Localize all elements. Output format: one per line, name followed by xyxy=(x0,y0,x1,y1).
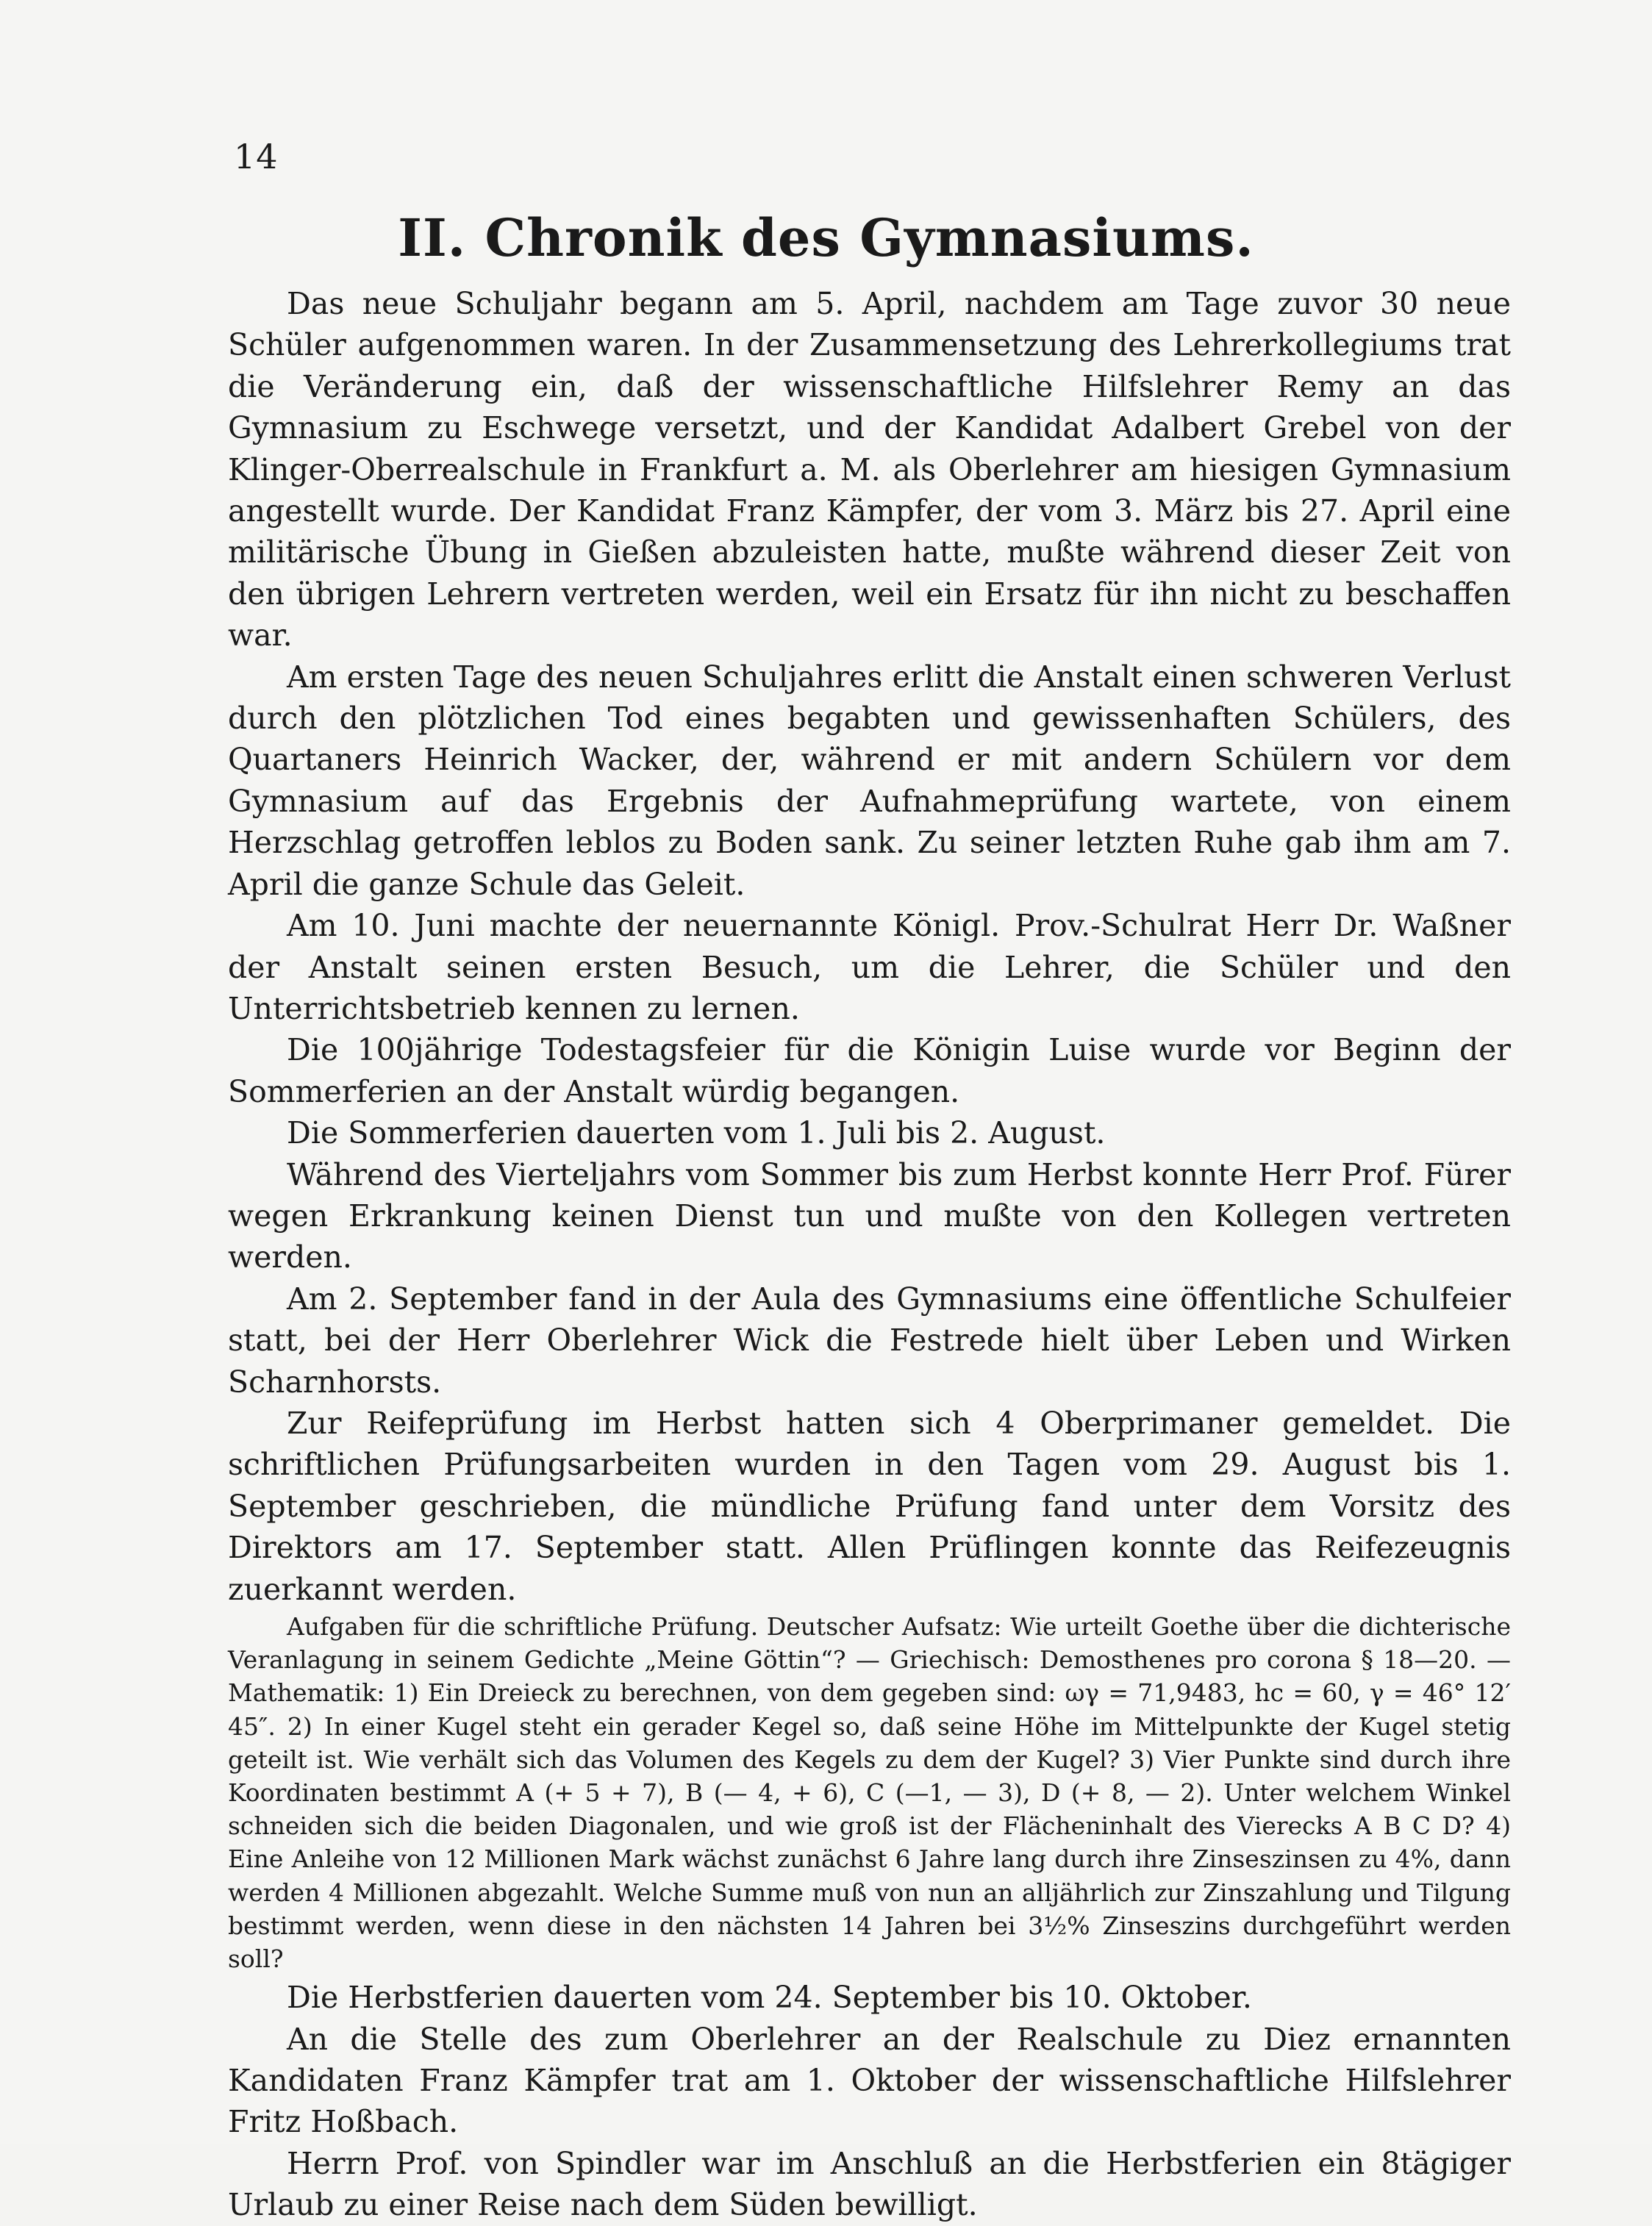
paragraph-illness: Während des Vierteljahrs vom Sommer bis zum Herbst konnte Herr Prof. Fürer wegen Erkrankung keinen Dienst tun und mußte von den Kollegen vertreten werden. xyxy=(228,1156,1511,1275)
paragraph-autumn-holidays: Die Herbstferien dauerten vom 24. September bis 10. Oktober. xyxy=(287,1980,1252,2016)
paragraph-school-year: Das neue Schuljahr begann am 5. April, nachdem am Tage zuvor 30 neue Schüler aufgenommen waren. In der Zusammensetzung des Lehrerkollegiums trat die Veränderung ein, daß der wissenschaftliche Hilfslehrer Remy an das Gymnasium zu Eschwege versetzt, und der Kandidat Adalbert Grebel von der Klinger-Oberrealschule in Frankfurt a. M. als Oberlehrer am hiesigen Gymnasium angestellt wurde. Der Kandidat Franz Kämpfer, der vom 3. März bis 27. April eine militärische Übung in Gießen abzuleisten hatte, mußte während dieser Zeit von den übrigen Lehrern vertreten werden, weil ein Ersatz für ihn nicht zu beschaffen war. xyxy=(228,286,1511,654)
chronicle-body xyxy=(228,283,1511,2226)
paragraph-final-exam: Zur Reifeprüfung im Herbst hatten sich 4 Oberprimaner gemeldet. Die schriftlichen Prüfungsarbeiten wurden in den Tagen vom 29. August bis 1. September geschrieben, die mündliche Prüfung fand unter dem Vorsitz des Direktors am 17. September statt. Allen Prüflingen konnte das Reifezeugnis zuerkannt werden. xyxy=(228,1405,1511,1607)
paragraph-staff-change: An die Stelle des zum Oberlehrer an der Realschule zu Diez ernannten Kandidaten Franz Kämpfer trat am 1. Oktober der wissenschaftliche Hilfslehrer Fritz Hoßbach. xyxy=(228,2021,1511,2140)
paragraph-leave: Herrn Prof. von Spindler war im Anschluß an die Herbstferien ein 8tägiger Urlaub zu einer Reise nach dem Süden bewilligt. xyxy=(228,2145,1511,2223)
section-heading: II. Chronik des Gymnasiums. xyxy=(398,207,1254,268)
paragraph-school-celebration: Am 2. September fand in der Aula des Gymnasiums eine öffentliche Schulfeier statt, bei der Herr Oberlehrer Wick die Festrede hielt über Leben und Wirken Scharnhorsts. xyxy=(228,1281,1511,1400)
page-number: 14 xyxy=(234,137,279,176)
exam-tasks-note: Aufgaben für die schriftliche Prüfung. Deutscher Aufsatz: Wie urteilt Goethe über die dichterische Veranlagung in seinem Gedichte „Meine Göttin“? — Griechisch: Demosthenes pro corona § 18—20. — Mathematik: 1) Ein Dreieck zu berechnen, von dem gegeben sind: ωγ = 71,9483, hc = 60, γ = 46° 12′ 45″. 2) In einer Kugel steht ein gerader Kegel so, daß seine Höhe im Mittelpunkte der Kugel stetig geteilt ist. Wie verhält sich das Volumen des Kegels zu dem der Kugel? 3) Vier Punkte sind durch ihre Koordinaten bestimmt A (+ 5 + 7), B (— 4, + 6), C (—1, — 3), D (+ 8, — 2). Unter welchem Winkel schneiden sich die beiden Diagonalen, und wie groß ist der Flächeninhalt des Vierecks A B C D? 4) Eine Anleihe von 12 Millionen Mark wächst zunächst 6 Jahre lang durch ihre Zinseszinsen zu 4%, dann werden 4 Millionen abgezahlt. Welche Summe muß von nun an alljährlich zur Zinszahlung und Tilgung bestimmt werden, wenn diese in den nächsten 14 Jahren bei 3½% Zinseszins durchgeführt werden soll? xyxy=(228,1612,1511,1974)
paragraph-summer-holidays: Die Sommerferien dauerten vom 1. Juli bis 2. August. xyxy=(287,1115,1106,1151)
paragraph-schulrat-visit: Am 10. Juni machte der neuernannte Königl. Prov.-Schulrat Herr Dr. Waßner der Anstalt seinen ersten Besuch, um die Lehrer, die Schüler und den Unterrichtsbetrieb kennen zu lernen. xyxy=(228,908,1511,1026)
paragraph-luise-memorial: Die 100jährige Todestagsfeier für die Königin Luise wurde vor Beginn der Sommerferien an der Anstalt würdig begangen. xyxy=(228,1032,1511,1109)
paragraph-death-of-student: Am ersten Tage des neuen Schuljahres erlitt die Anstalt einen schweren Verlust durch den plötzlichen Tod eines begabten und gewissenhaften Schülers, des Quartaners Heinrich Wacker, der, während er mit andern Schülern vor dem Gymnasium auf das Ergebnis der Aufnahmeprüfung wartete, von einem Herzschlag getroffen leblos zu Boden sank. Zu seiner letzten Ruhe gab ihm am 7. April die ganze Schule das Geleit. xyxy=(228,659,1511,902)
